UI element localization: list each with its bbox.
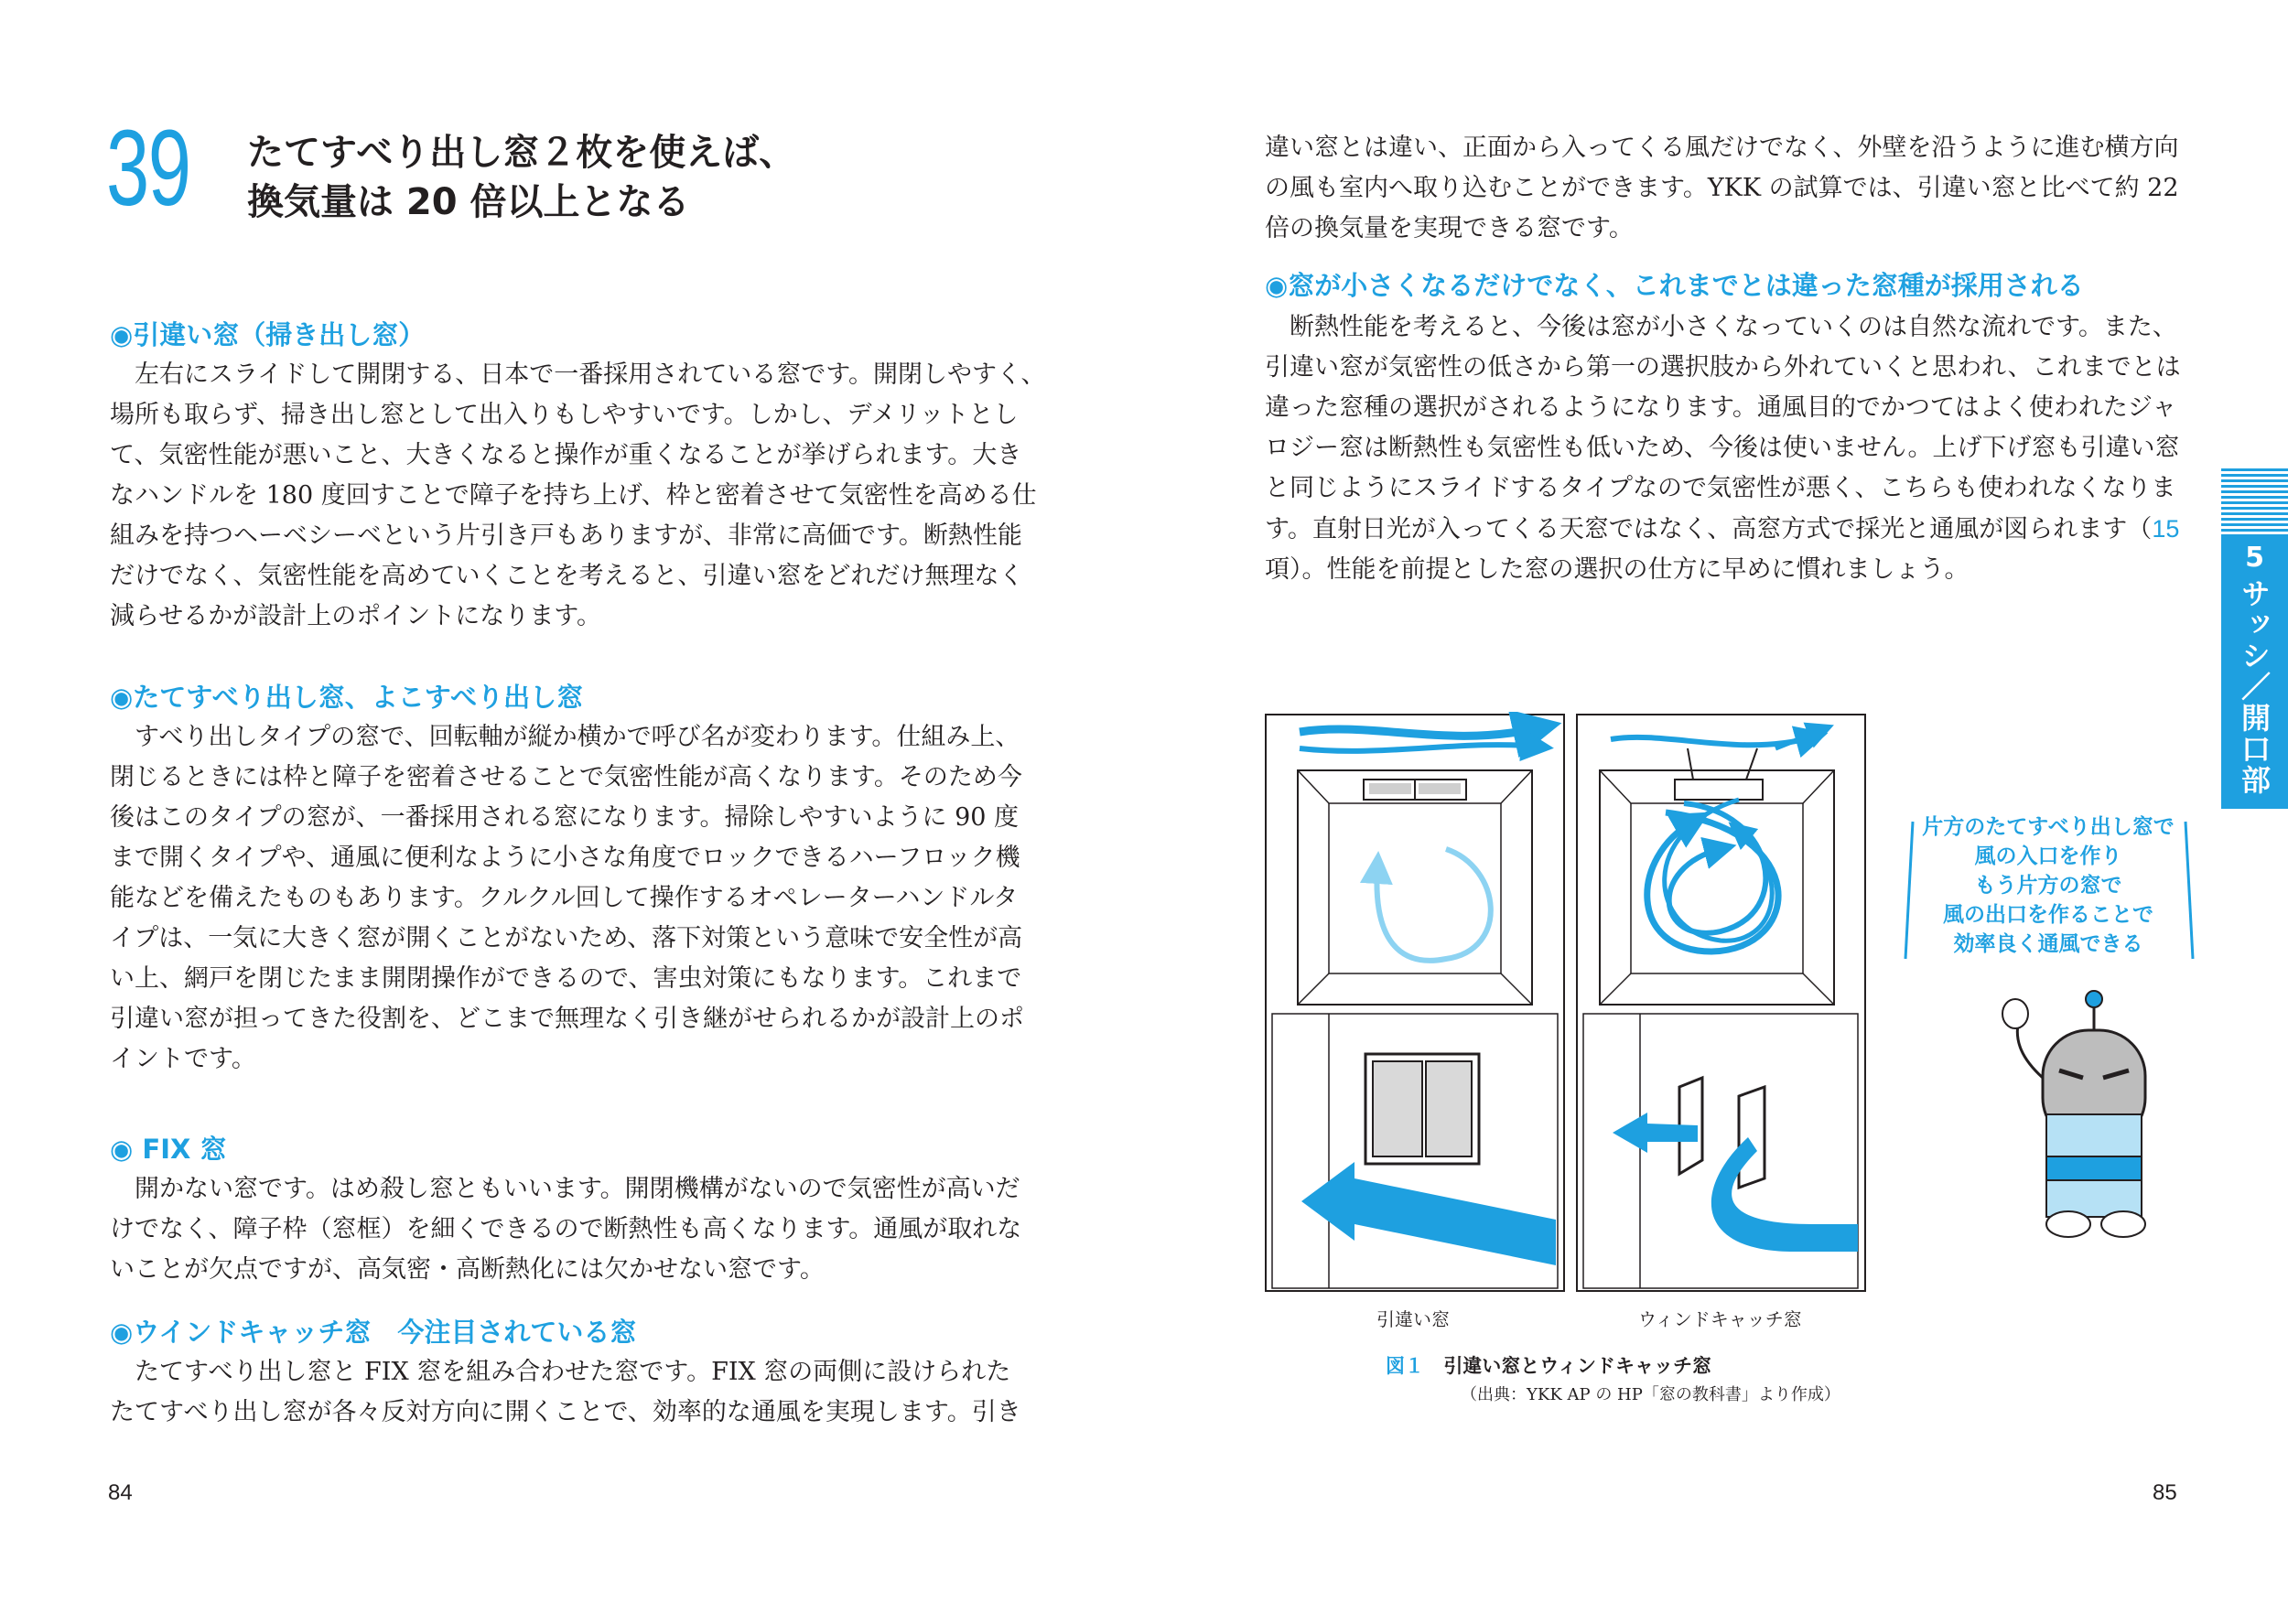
body-line: 組みを持つヘーベシーベという片引き戸もありますが、非常に高価です。断熱性能 (110, 522, 1022, 550)
body-line: イントです。 (110, 1045, 256, 1073)
bubble-mark-right (2185, 822, 2193, 959)
body-line: たてすべり出し窓と FIX 窓を組み合わせた窓です。FIX 窓の両側に設けられた (135, 1358, 1011, 1386)
chapter-tab-label: サッシ／開口部 (2237, 578, 2272, 796)
body-line (1265, 509, 2181, 550)
figure-left-caption: 引違い窓 (1376, 1308, 1450, 1330)
chapter-tab-stripes (2221, 468, 2288, 534)
body-line: 場所も取らず、掃き出し窓として出入りもしやすいです。しかし、デメリットとし (110, 401, 1019, 429)
page-number: 85 (2153, 1480, 2177, 1505)
speech-bubble (1911, 812, 2185, 959)
continuation-text (1265, 128, 2179, 249)
section-heading: ◉たてすべり出し窓、よこすべり出し窓 (110, 682, 584, 713)
figure-source: （出典：YKK AP の HP「窓の教科書」より作成） (1461, 1385, 1840, 1404)
body-line: 後はこのタイプの窓が、一番採用される窓になります。掃除しやすいように 90 度 (110, 803, 1020, 832)
figure-right-caption: ウィンドキャッチ窓 (1638, 1308, 1802, 1330)
body-line: 引違い窓が担ってきた役割を、どこまで無理なく引き継がせられるかが設計上のポ (110, 1005, 1024, 1033)
body-line: 開かない窓です。はめ殺し窓ともいいます。開閉機構がないので気密性が高いだ (135, 1175, 1020, 1203)
body-line: て、気密性能が悪いこと、大きくなると操作が重くなることが挙げられます。大き (110, 441, 1022, 469)
body-line-text: す。直射日光が入ってくる天窓ではなく、高窓方式で採光と通風が図られます（ (1265, 515, 2153, 543)
section-body (110, 1352, 1021, 1433)
body-line: い上、網戸を閉じたまま開閉操作ができるので、害虫対策にもなります。これまで (110, 964, 1022, 993)
title-line: 換気量は 20 倍以上となる (247, 181, 690, 223)
section-body (1265, 307, 2181, 590)
page-title (247, 128, 795, 227)
body-line: 倍の換気量を実現できる窓です。 (1265, 214, 1634, 242)
body-line: 違い窓とは違い、正面から入ってくる風だけでなく、外壁を沿うように進む横方向 (1265, 134, 2179, 162)
body-line: の風も室内へ取り込むことができます。YKK の試算では、引違い窓と比べて約 22 (1265, 174, 2179, 202)
body-line: けでなく、障子枠（窓框）を細くできるので断熱性も高くなります。通風が取れな (110, 1215, 1022, 1243)
bubble-line: 風の出口を作ることで (1943, 903, 2153, 927)
window-figure (1263, 712, 2196, 1320)
wind-catch-window-panel (1577, 715, 1865, 1291)
chapter-tab-number: 5 (2245, 542, 2264, 574)
page-number: 84 (108, 1480, 133, 1505)
section-heading: ◉窓が小さくなるだけでなく、これまでとは違った窓種が採用される (1265, 270, 2084, 301)
body-line: 能などを備えたものもあります。クルクル回して操作するオペレーターハンドルタ (110, 884, 1019, 912)
body-line: 違った窓種の選択がされるようになります。通風目的でかつてはよく使われたジャ (1265, 393, 2177, 422)
section-body (110, 1169, 1021, 1290)
body-line: すべり出しタイプの窓で、回転軸が縦か横かで呼び名が変わります。仕組み上、 (135, 723, 1020, 751)
body-line: いことが欠点ですが、高気密・高断熱化には欠かせない窓です。 (110, 1255, 825, 1284)
body-line: 項）。性能を前提とした窓の選択の仕方に早めに慣れましょう。 (1265, 555, 1970, 584)
body-line: なハンドルを 180 度回すことで障子を持ち上げ、枠と密着させて気密性を高める仕 (110, 481, 1037, 510)
body-line: 断熱性能を考えると、今後は窓が小さくなっていくのは自然な流れです。また、 (1290, 313, 2177, 341)
section-heading: ◉引違い窓（掃き出し窓） (110, 319, 426, 350)
body-line: 左右にスライドして開閉する、日本で一番採用されている窓です。開閉しやすく、 (135, 360, 1046, 389)
figure-label: 図１ (1386, 1355, 1424, 1377)
bubble-line: 効率良く通風できる (1953, 932, 2143, 956)
body-line: ロジー窓は断熱性も気密性も低いため、今後は使いません。上げ下げ窓も引違い窓 (1265, 434, 2180, 462)
body-line: 引違い窓が気密性の低さから第一の選択肢から外れていくと思われ、これまでとは (1265, 353, 2181, 382)
section-body (110, 717, 1024, 1080)
bubble-line: 片方のたてすべり出し窓で (1922, 815, 2175, 839)
section-number: 39 (106, 108, 190, 229)
body-line: だけでなく、気密性能を高めていくことを考えると、引違い窓をどれだけ無理なく (110, 562, 1024, 590)
body-line: 閉じるときには枠と障子を密着させることで気密性能が高くなります。そのため今 (110, 763, 1022, 791)
sliding-window-panel (1266, 715, 1564, 1291)
body-line: 減らせるかが設計上のポイントになります。 (110, 602, 602, 630)
figure-title (1386, 1351, 1711, 1379)
mascot-character-icon (2002, 991, 2145, 1237)
figure-title-text: 引違い窓とウィンドキャッチ窓 (1443, 1355, 1712, 1377)
title-line: たてすべり出し窓２枚を使えば、 (247, 132, 796, 174)
body-line: イプは、一気に大きく窓が開くことがないため、落下対策という意味で安全性が高 (110, 924, 1023, 952)
body-line: と同じようにスライドするタイプなので気密性が悪く、こちらも使われなくなりま (1265, 474, 2176, 502)
body-line: まで開くタイプや、通風に便利なように小さな角度でロックできるハーフロック機 (110, 844, 1020, 872)
section-heading: ◉ FIX 窓 (110, 1134, 227, 1165)
bubble-line: 風の入口を作り (1974, 844, 2122, 868)
bubble-line: もう片方の窓で (1974, 874, 2122, 898)
cross-reference-link[interactable]: 15 (2152, 515, 2180, 543)
section-body (110, 355, 1046, 637)
section-heading: ◉ウインドキャッチ窓 今注目されている窓 (110, 1317, 637, 1348)
body-line: たてすべり出し窓が各々反対方向に開くことで、効率的な通風を実現します。引き (110, 1398, 1021, 1426)
